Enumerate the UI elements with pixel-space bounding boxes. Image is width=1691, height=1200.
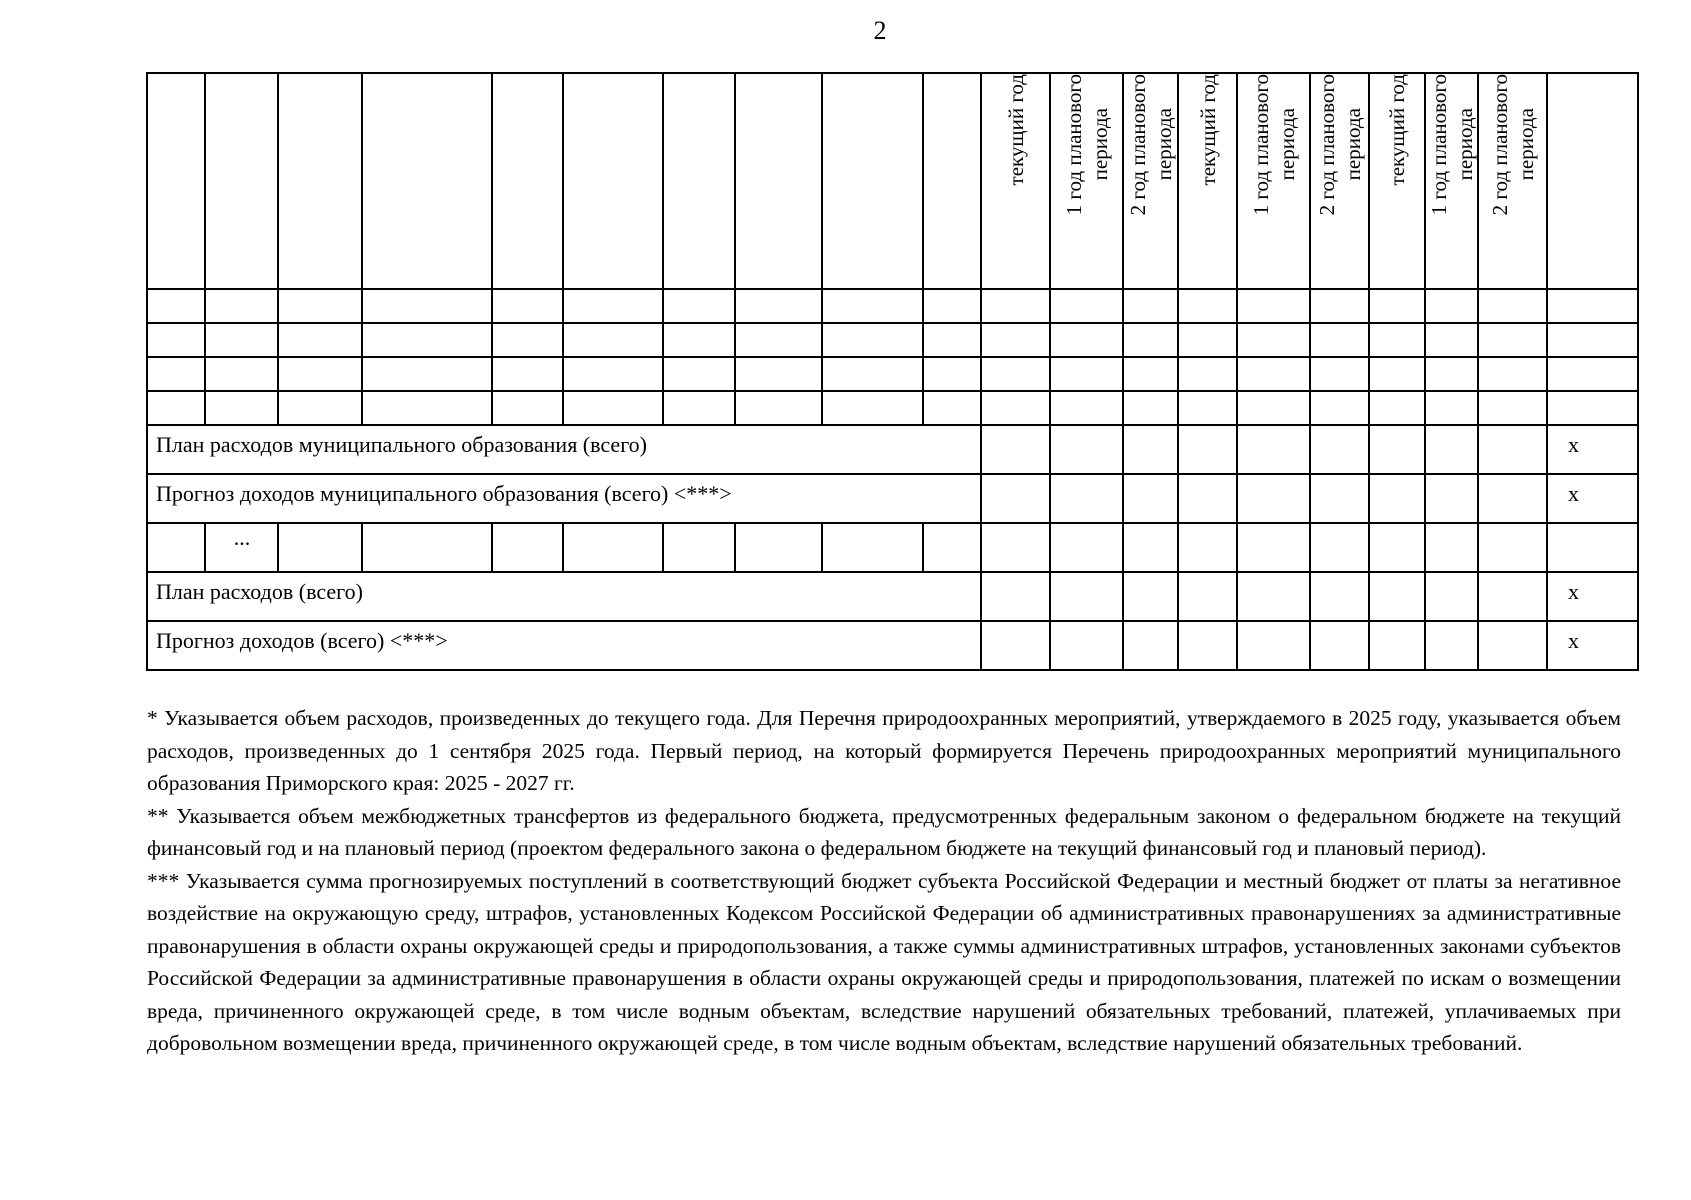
table-column-rule [562, 522, 564, 573]
table-column-rule [1546, 322, 1548, 358]
header-subcolumn-label: 2 год планового периода [1314, 74, 1365, 216]
table-column-rule [1049, 571, 1051, 622]
table-column-rule [662, 72, 664, 290]
table-column-rule [662, 288, 664, 324]
table-column-rule [1177, 390, 1179, 426]
table-column-rule [980, 620, 982, 671]
table-column-rule [361, 522, 363, 573]
table-column-rule [922, 288, 924, 324]
table-column-rule [1122, 288, 1124, 324]
table-column-rule [146, 72, 148, 290]
table-column-rule [1637, 390, 1639, 426]
table-column-rule [1236, 322, 1238, 358]
table-column-rule [1236, 424, 1238, 475]
table-column-rule [1424, 288, 1426, 324]
table-column-rule [146, 620, 148, 671]
table-row-rule [146, 390, 1639, 392]
table-column-rule [922, 72, 924, 290]
table-column-rule [1637, 522, 1639, 573]
table-column-rule [1637, 424, 1639, 475]
table-column-rule [821, 322, 823, 358]
header-subcolumn [1311, 74, 1368, 286]
table-column-rule [1368, 571, 1370, 622]
table-column-rule [361, 288, 363, 324]
table-column-rule [562, 390, 564, 426]
table-column-rule [1477, 473, 1479, 524]
header-subcolumn [1238, 74, 1309, 286]
table-column-rule [980, 473, 982, 524]
table-column-rule [980, 424, 982, 475]
header-subcolumn-label: текущий год [1195, 74, 1220, 186]
row-label-plan-total: План расходов (всего) [156, 579, 363, 604]
table-column-rule [562, 322, 564, 358]
table-column-rule [1546, 620, 1548, 671]
table-column-rule [980, 288, 982, 324]
table-column-rule [146, 390, 148, 426]
table-column-rule [1309, 322, 1311, 358]
table-column-rule [1309, 571, 1311, 622]
table-column-rule [204, 356, 206, 392]
table-column-rule [1049, 322, 1051, 358]
table-column-rule [1177, 322, 1179, 358]
table-column-rule [1236, 571, 1238, 622]
table-column-rule [734, 288, 736, 324]
table-row-rule [146, 356, 1639, 358]
table-column-rule [1309, 522, 1311, 573]
table-column-rule [361, 322, 363, 358]
table-column-rule [922, 322, 924, 358]
table-column-rule [1236, 390, 1238, 426]
summary-table [146, 72, 1637, 671]
table-column-rule [1309, 288, 1311, 324]
table-column-rule [1236, 522, 1238, 573]
row-label-plan-municipal: План расходов муниципального образования (всего) [156, 432, 647, 457]
table-column-rule [1368, 356, 1370, 392]
table-column-rule [277, 322, 279, 358]
table-column-rule [1122, 473, 1124, 524]
footnote-1: * Указывается объем расходов, произведенных до текущего года. Для Перечня природоохранных мероприятий, утверждаемого в 2025 году, указывается объем расходов, произведенных до 1 сентября 2025 года. Первый период, на который формируется Перечень природоохранных мероприятий муниципального образования Приморского края: 2025 - 2027 гг. [147, 706, 1621, 795]
table-column-rule [491, 322, 493, 358]
table-column-rule [1368, 390, 1370, 426]
header-subcolumn-label: 1 год планового периода [1426, 74, 1477, 216]
table-column-rule [146, 356, 148, 392]
table-column-rule [361, 390, 363, 426]
table-column-rule [1368, 473, 1370, 524]
table-column-rule [204, 390, 206, 426]
table-column-rule [1368, 322, 1370, 358]
table-column-rule [922, 356, 924, 392]
table-column-rule [1637, 288, 1639, 324]
table-column-rule [562, 288, 564, 324]
table-column-rule [1309, 473, 1311, 524]
table-column-rule [1177, 356, 1179, 392]
table-column-rule [146, 424, 148, 475]
table-column-rule [146, 571, 148, 622]
row-x-forecast-total: x [1568, 628, 1579, 653]
table-column-rule [821, 356, 823, 392]
table-column-rule [1424, 390, 1426, 426]
table-column-rule [562, 356, 564, 392]
table-column-rule [1424, 424, 1426, 475]
table-column-rule [204, 288, 206, 324]
table-column-rule [662, 356, 664, 392]
row-x-forecast-municipal: x [1568, 481, 1579, 506]
row-label-forecast-municipal: Прогноз доходов муниципального образования (всего) <***> [156, 481, 732, 506]
table-column-rule [1546, 288, 1548, 324]
table-column-rule [491, 288, 493, 324]
table-column-rule [1122, 424, 1124, 475]
table-column-rule [734, 522, 736, 573]
table-column-rule [1236, 473, 1238, 524]
table-column-rule [1122, 522, 1124, 573]
header-subcolumn [1051, 74, 1122, 286]
table-column-rule [1368, 288, 1370, 324]
table-column-rule [146, 473, 148, 524]
row-x-plan-total: x [1568, 579, 1579, 604]
table-column-rule [1236, 356, 1238, 392]
table-column-rule [1368, 620, 1370, 671]
table-column-rule [1049, 424, 1051, 475]
table-column-rule [1368, 522, 1370, 573]
table-column-rule [1546, 424, 1548, 475]
table-column-rule [1637, 356, 1639, 392]
table-column-rule [361, 72, 363, 290]
table-row-rule [146, 522, 1639, 524]
table-column-rule [1637, 322, 1639, 358]
table-column-rule [1177, 571, 1179, 622]
table-column-rule [1546, 72, 1548, 290]
table-column-rule [1424, 356, 1426, 392]
table-column-rule [1368, 424, 1370, 475]
table-column-rule [1546, 390, 1548, 426]
table-column-rule [1122, 322, 1124, 358]
footnote-3: *** Указывается сумма прогнозируемых поступлений в соответствующий бюджет субъекта Российской Федерации и местный бюджет от платы за негативное воздействие на окружающую среду, штрафов, установленных Кодексом Российской Федерации об административных правонарушениях за административные правонарушения в области охраны окружающей среды и природопользования, а также суммы административных штрафов, установленных законами субъектов Российской Федерации за административные правонарушения в области охраны окружающей среды и природопользования, платежей по искам о возмещении вреда, причиненного окружающей среде, в том числе водным объектам, вследствие нарушений обязательных требований, платежей, уплачиваемых при добровольном возмещении вреда, причиненного окружающей среде, в том числе водным объектам, вследствие нарушений обязательных требований. [147, 868, 1621, 1055]
table-column-rule [1236, 620, 1238, 671]
table-column-rule [1049, 288, 1051, 324]
table-column-rule [277, 356, 279, 392]
header-subcolumn-label: текущий год [1385, 74, 1409, 186]
table-column-rule [1477, 288, 1479, 324]
header-subcolumn-label: текущий год [1003, 74, 1028, 186]
table-column-rule [1477, 620, 1479, 671]
table-column-rule [734, 356, 736, 392]
table-column-rule [734, 322, 736, 358]
table-row-rule [146, 571, 1639, 573]
table-column-rule [1049, 356, 1051, 392]
table-column-rule [1546, 571, 1548, 622]
table-column-rule [980, 571, 982, 622]
table-column-rule [1122, 620, 1124, 671]
table-column-rule [277, 72, 279, 290]
table-column-rule [662, 390, 664, 426]
table-column-rule [734, 390, 736, 426]
table-column-rule [1177, 288, 1179, 324]
table-column-rule [922, 522, 924, 573]
table-column-rule [361, 356, 363, 392]
table-column-rule [1049, 473, 1051, 524]
table-column-rule [1309, 424, 1311, 475]
header-subcolumn [1370, 74, 1424, 286]
table-column-rule [491, 72, 493, 290]
row-label-forecast-total: Прогноз доходов (всего) <***> [156, 628, 448, 653]
header-subcolumn [1426, 74, 1477, 286]
table-column-rule [1049, 620, 1051, 671]
table-column-rule [980, 322, 982, 358]
header-subcolumn-label: 2 год планового периода [1125, 74, 1176, 216]
table-column-rule [1049, 390, 1051, 426]
table-column-rule [1177, 620, 1179, 671]
footnotes [147, 702, 1621, 1060]
table-column-rule [821, 390, 823, 426]
row-x-plan-municipal: x [1568, 432, 1579, 457]
table-row-rule [146, 322, 1639, 324]
table-column-rule [204, 72, 206, 290]
table-column-rule [1122, 356, 1124, 392]
table-column-rule [146, 522, 148, 573]
table-column-rule [491, 356, 493, 392]
header-subcolumn-label: 1 год планового периода [1248, 74, 1299, 216]
table-column-rule [1477, 356, 1479, 392]
page-number: 2 [873, 16, 887, 45]
table-column-rule [662, 322, 664, 358]
table-column-rule [1477, 571, 1479, 622]
table-row-rule [146, 288, 1639, 290]
table-column-rule [1309, 356, 1311, 392]
table-column-rule [204, 322, 206, 358]
table-column-rule [1477, 322, 1479, 358]
table-column-rule [821, 288, 823, 324]
header-subcolumn [1479, 74, 1546, 286]
table-column-rule [1309, 620, 1311, 671]
footnote-2: ** Указывается объем межбюджетных трансфертов из федерального бюджета, предусмотренных федеральным законом о федеральном бюджете на текущий финансовый год и на плановый период (проектом федерального закона о федеральном бюджете на текущий финансовый год и плановый период). [147, 803, 1621, 860]
table-column-rule [1309, 390, 1311, 426]
table-column-rule [146, 322, 148, 358]
table-column-rule [1177, 473, 1179, 524]
table-row-rule [146, 473, 1639, 475]
table-column-rule [1546, 356, 1548, 392]
table-column-rule [277, 522, 279, 573]
table-column-rule [1122, 571, 1124, 622]
table-column-rule [1424, 322, 1426, 358]
table-column-rule [1477, 424, 1479, 475]
table-column-rule [980, 356, 982, 392]
table-column-rule [734, 72, 736, 290]
header-subcolumn [982, 74, 1049, 286]
table-column-rule [1637, 72, 1639, 290]
table-column-rule [980, 390, 982, 426]
table-row-rule [146, 669, 1639, 671]
table-column-rule [980, 522, 982, 573]
table-row-rule [146, 424, 1639, 426]
table-column-rule [1424, 473, 1426, 524]
table-column-rule [1424, 620, 1426, 671]
table-column-rule [204, 522, 206, 573]
table-column-rule [1049, 522, 1051, 573]
table-column-rule [1122, 390, 1124, 426]
table-row-rule [146, 620, 1639, 622]
table-column-rule [1637, 620, 1639, 671]
table-column-rule [277, 288, 279, 324]
table-column-rule [821, 522, 823, 573]
table-column-rule [1637, 473, 1639, 524]
table-column-rule [1177, 522, 1179, 573]
table-column-rule [491, 390, 493, 426]
table-column-rule [1424, 522, 1426, 573]
table-column-rule [1477, 390, 1479, 426]
table-column-rule [1546, 522, 1548, 573]
header-subcolumn [1124, 74, 1177, 286]
table-column-rule [1177, 424, 1179, 475]
header-subcolumn-label: 2 год планового периода [1487, 74, 1538, 216]
table-column-rule [491, 522, 493, 573]
header-subcolumn-label: 1 год планового периода [1061, 74, 1112, 216]
table-column-rule [1424, 571, 1426, 622]
table-column-rule [277, 390, 279, 426]
table-column-rule [821, 72, 823, 290]
table-column-rule [662, 522, 664, 573]
table-column-rule [1236, 288, 1238, 324]
table-column-rule [146, 288, 148, 324]
row-ellipsis: ... [233, 525, 251, 550]
table-column-rule [562, 72, 564, 290]
header-subcolumn [1179, 74, 1236, 286]
table-column-rule [922, 390, 924, 426]
table-column-rule [1637, 571, 1639, 622]
table-column-rule [1546, 473, 1548, 524]
table-column-rule [1477, 522, 1479, 573]
